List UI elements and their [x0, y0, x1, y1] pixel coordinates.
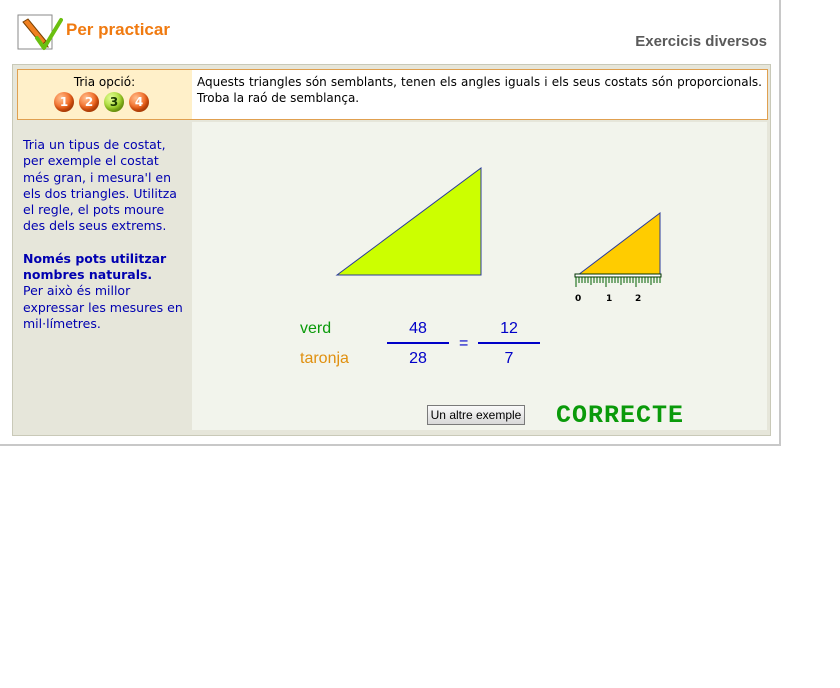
fraction-line-right: [478, 342, 540, 344]
ruler-label-1: 1: [606, 294, 613, 304]
instructions-note: Només pots utilitzar nombres naturals.: [23, 250, 167, 283]
option-label: Tria opció:: [73, 75, 136, 89]
orange-triangle: [578, 213, 660, 275]
instructions-panel: [23, 137, 186, 332]
option-2-button[interactable]: 2: [79, 92, 99, 112]
section-title: Exercicis diversos: [635, 33, 767, 50]
equals-sign: =: [459, 335, 469, 352]
green-triangle: [337, 168, 481, 275]
top-panel: [17, 69, 768, 120]
result-message: CORRECTE: [556, 401, 685, 430]
problem-statement: Aquests triangles són semblants, tenen els angles iguals i els seus costats són proporcionals. Troba la raó de semblança.: [192, 70, 767, 119]
option-selector: [54, 92, 149, 112]
green-measure-input[interactable]: 48: [409, 320, 427, 337]
option-4-button[interactable]: 4: [129, 92, 149, 112]
option-3-button[interactable]: 3: [104, 92, 124, 112]
figures-canvas: [192, 122, 767, 430]
green-label: verd: [300, 320, 332, 337]
ruler[interactable]: [575, 274, 661, 287]
fraction-line-left: [387, 342, 449, 344]
work-area: [192, 122, 767, 430]
option-1-button[interactable]: 1: [54, 92, 74, 112]
app-title: Per practicar: [66, 20, 170, 39]
ruler-label-2: 2: [635, 294, 642, 304]
pencil-check-icon: [17, 14, 63, 52]
instructions-text: Tria un tipus de costat, per exemple el costat més gran, i mesura'l en els dos triangles. Utilitza el regle, el pots moure des dels seus extrems.: [23, 137, 177, 234]
orange-measure-input[interactable]: 28: [409, 350, 427, 367]
reduced-numerator-input[interactable]: 12: [500, 320, 518, 337]
ruler-label-0: 0: [575, 294, 582, 304]
instructions-tip: Per això és millor expressar les mesures en mil·límetres.: [23, 283, 183, 331]
another-example-button[interactable]: Un altre exemple: [427, 405, 525, 425]
reduced-denominator-input[interactable]: 7: [504, 350, 514, 367]
orange-label: taronja: [300, 350, 349, 367]
